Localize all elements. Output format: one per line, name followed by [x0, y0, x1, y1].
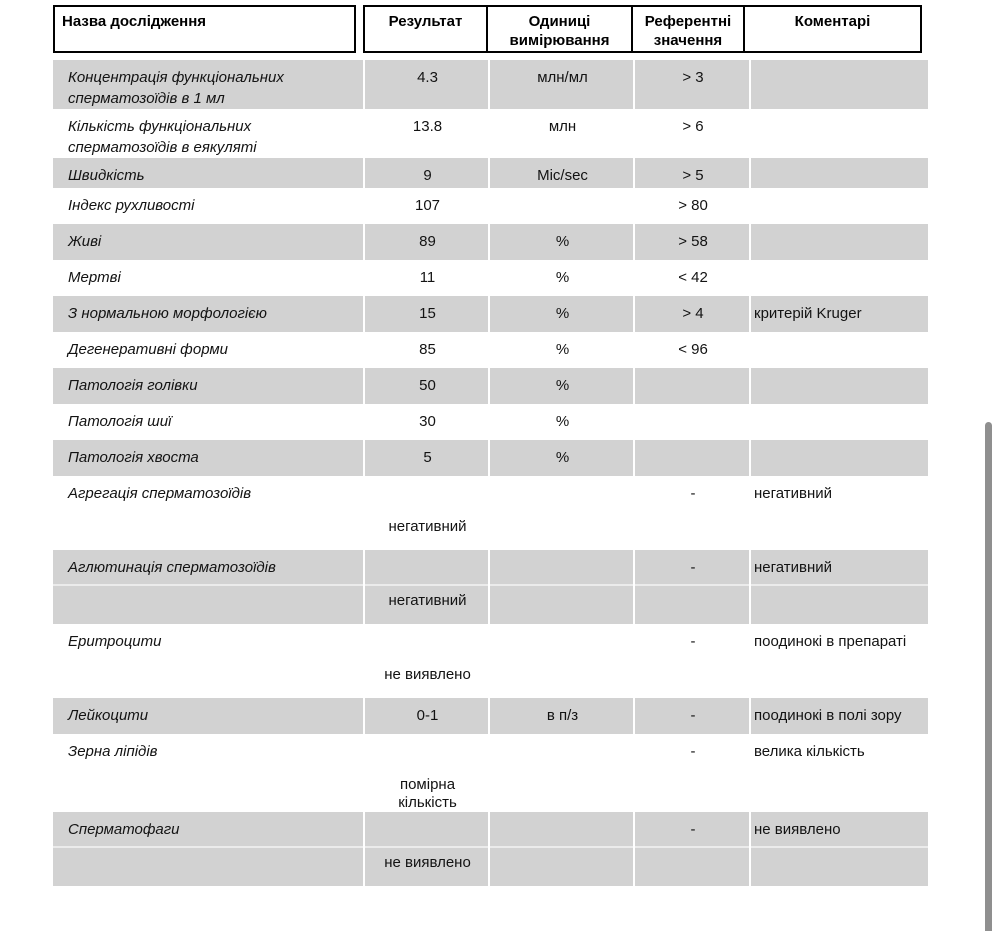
row-result-text: не виявлено [384, 854, 471, 871]
row-unit: в п/з [546, 707, 579, 724]
table-header-row [53, 5, 928, 53]
row-comment [751, 224, 928, 260]
row-unit [490, 624, 635, 658]
row-result [365, 624, 490, 658]
table-row [53, 440, 928, 476]
row-reference: - [690, 559, 696, 576]
row-unit [490, 734, 635, 768]
row-unit [490, 550, 635, 584]
row-result [365, 734, 490, 768]
row-result [365, 476, 490, 510]
table-row [53, 734, 928, 812]
row-reference [635, 404, 751, 440]
row-comment: негативний [754, 559, 833, 576]
row-comment [751, 158, 928, 188]
row-reference: > 80 [678, 197, 708, 214]
row-unit [490, 188, 635, 224]
row-comment [751, 188, 928, 224]
column-header-result: Результат [363, 5, 488, 53]
row-name: Аглютинація сперматозоїдів [68, 559, 276, 576]
row-comment: не виявлено [754, 821, 841, 838]
row-result [365, 812, 490, 846]
row-comment: поодинокі в полі зору [754, 707, 902, 724]
table-row [53, 60, 928, 109]
row-name: Дегенеративні форми [68, 341, 229, 358]
row-name: Патологія хвоста [68, 449, 199, 466]
table-row [53, 404, 928, 440]
row-comment: негативний [754, 485, 833, 502]
row-unit: % [555, 269, 570, 286]
row-result-text: не виявлено [384, 666, 471, 683]
table-row [53, 296, 928, 332]
row-comment [751, 60, 928, 109]
row-comment: поодинокі в препараті [754, 633, 907, 650]
row-comment: велика кількість [754, 743, 865, 760]
row-comment [751, 368, 928, 404]
table-row [53, 158, 928, 188]
table-row [53, 332, 928, 368]
table-row [53, 812, 928, 886]
row-sub-divider [53, 584, 928, 586]
row-sub-divider [53, 846, 928, 848]
row-name: Кількість функціональних сперматозоїдів в еякуляті [68, 118, 257, 156]
row-unit [490, 812, 635, 846]
row-reference: - [690, 821, 696, 838]
row-reference: > 58 [678, 233, 708, 250]
lab-results-table [53, 5, 928, 886]
vertical-scrollbar-thumb[interactable] [985, 422, 992, 931]
column-header-reference: Референтні значення [631, 5, 745, 53]
row-reference: > 6 [682, 118, 704, 135]
row-name: Мертві [68, 269, 121, 286]
row-result: 0-1 [416, 707, 439, 724]
row-result: 15 [419, 305, 436, 322]
row-result: 85 [419, 341, 436, 358]
row-comment [751, 109, 928, 158]
column-header-comments: Коментарі [743, 5, 922, 53]
table-row [53, 368, 928, 404]
table-row [53, 698, 928, 734]
row-result: 89 [419, 233, 436, 250]
row-comment: критерій Kruger [754, 305, 862, 322]
row-sub-divider [53, 768, 928, 770]
row-name: З нормальною морфологією [68, 305, 267, 322]
row-reference: - [690, 633, 696, 650]
row-unit: % [555, 449, 570, 466]
row-name: Індекс рухливості [68, 197, 195, 214]
row-comment [751, 260, 928, 296]
row-reference: < 42 [678, 269, 708, 286]
row-unit: млн/мл [537, 69, 588, 86]
row-unit: млн [548, 118, 577, 135]
row-result: 9 [423, 167, 432, 184]
row-result-text: негативний [388, 592, 467, 609]
row-name: Лейкоцити [68, 707, 149, 724]
row-result-text: помірна кількість [398, 776, 457, 811]
table-row [53, 476, 928, 550]
row-reference: - [690, 485, 696, 502]
row-result [365, 550, 490, 584]
row-unit: % [555, 413, 570, 430]
row-unit: Mic/sec [537, 167, 588, 184]
row-name: Сперматофаги [68, 821, 180, 838]
row-result: 11 [419, 269, 436, 286]
row-reference: < 96 [678, 341, 708, 358]
row-reference [635, 440, 751, 476]
row-comment [751, 332, 928, 368]
row-name: Еритроцити [68, 633, 162, 650]
column-header-study-name: Назва дослідження [53, 5, 356, 53]
column-header-units: Одиниці вимірювання [486, 5, 633, 53]
row-comment [751, 404, 928, 440]
row-result: 4.3 [417, 69, 438, 86]
row-name: Живі [68, 233, 102, 250]
table-row [53, 188, 928, 224]
table-row [53, 260, 928, 296]
table-row [53, 109, 928, 158]
row-unit [490, 476, 635, 510]
row-name: Патологія голівки [68, 377, 198, 394]
row-result: 5 [423, 449, 432, 466]
row-reference: > 5 [682, 167, 704, 184]
row-result: 13.8 [412, 118, 443, 135]
row-sub-divider [53, 510, 928, 512]
row-result: 107 [414, 197, 441, 214]
row-result-text: негативний [388, 518, 467, 535]
row-reference: - [690, 707, 696, 724]
row-unit: % [555, 233, 570, 250]
row-reference: > 3 [682, 69, 704, 86]
row-reference: > 4 [682, 305, 704, 322]
row-name: Патологія шиї [68, 413, 172, 430]
row-unit: % [555, 377, 570, 394]
row-name: Зерна ліпідів [68, 743, 158, 760]
row-name: Швидкість [68, 167, 145, 184]
row-name: Концентрація функціональних сперматозоїдів в 1 мл [68, 69, 284, 107]
table-row [53, 224, 928, 260]
row-result: 50 [419, 377, 436, 394]
row-result: 30 [419, 413, 436, 430]
row-unit: % [555, 305, 570, 322]
table-row [53, 624, 928, 698]
row-reference: - [690, 743, 696, 760]
row-reference [635, 368, 751, 404]
row-name: Агрегація сперматозоїдів [68, 485, 252, 502]
row-unit: % [555, 341, 570, 358]
row-sub-divider [53, 658, 928, 660]
table-row [53, 550, 928, 624]
row-comment [751, 440, 928, 476]
